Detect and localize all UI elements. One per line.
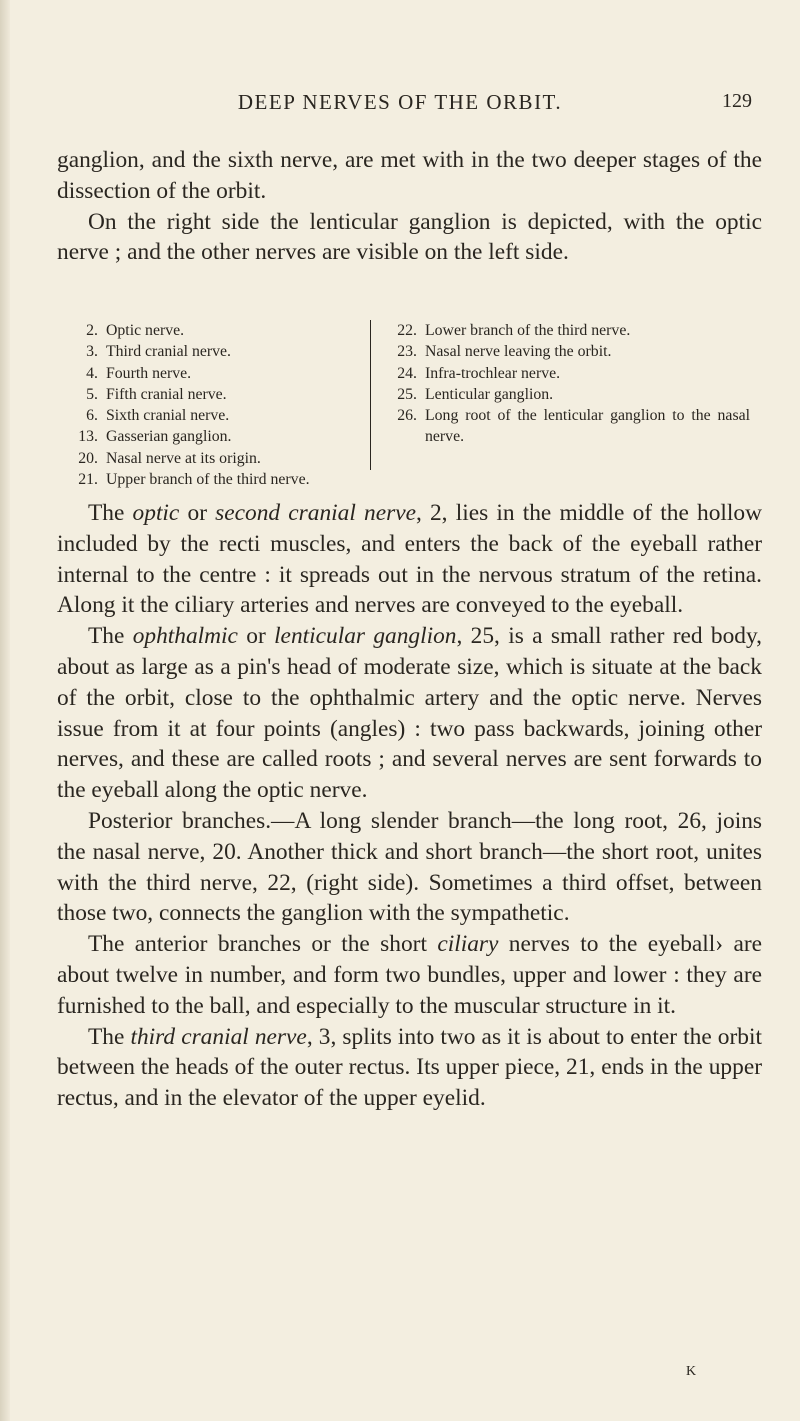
binding-edge <box>0 0 10 1421</box>
legend-item <box>389 320 750 341</box>
legend-item <box>70 384 360 405</box>
legend-number: 25. <box>397 385 417 403</box>
text-run: nerves to the eyeball› are about twelve in number, and form two bundles, upper and lower : they are furnished to the ball, and especially to the muscular structure in it. <box>57 931 762 1019</box>
paragraph-third-cranial-nerve <box>57 1022 762 1114</box>
italic-term: ciliary <box>437 931 499 958</box>
page-number: 129 <box>722 90 752 112</box>
legend-label: Nasal nerve at its origin. <box>106 449 261 467</box>
italic-term: third cranial nerve <box>130 1023 307 1050</box>
paragraph-anterior-branches <box>57 929 762 1021</box>
paragraph-ophthalmic-ganglion <box>57 621 762 806</box>
legend-number: 13. <box>78 428 98 446</box>
italic-term: lenticular ganglion <box>274 623 457 650</box>
figure-legend <box>70 320 750 489</box>
legend-item <box>70 469 360 490</box>
text-run: The <box>88 623 133 650</box>
legend-number: 21. <box>78 471 98 489</box>
signature-mark: K <box>686 1364 698 1379</box>
legend-item <box>70 363 360 384</box>
italic-term: ophthalmic <box>132 623 238 650</box>
text-run: The <box>88 1023 131 1050</box>
legend-label: Infra-trochlear nerve. <box>425 364 561 382</box>
legend-column-right <box>371 320 750 470</box>
legend-number: 24. <box>397 364 417 382</box>
intro-text <box>57 145 762 268</box>
text-run: , 25, is a small rather red body, about as large as a pin's head of moderate size, which is situate at the back of the orbit, close to the ophthalmic artery and the optic nerve. Nerves issue from it at four points (angles) : two pass backwards, joining other nerves, and these are called roots ; and several nerves are sent forwards to the eyeball along the optic nerve. <box>57 623 762 804</box>
text-run: or <box>237 623 275 650</box>
legend-item <box>389 384 750 405</box>
legend-number: 4. <box>86 364 98 382</box>
text-run: , 3, splits into two as it is about to enter the orbit between the heads of the outer rectus. Its upper piece, 21, ends in the upper rectus, and in the elevator of the upper eyelid. <box>57 1023 762 1112</box>
legend-label: Fifth cranial nerve. <box>106 385 227 403</box>
legend-number: 6. <box>86 407 98 425</box>
legend-item <box>389 341 750 362</box>
legend-label: Sixth cranial nerve. <box>106 407 230 425</box>
text-run: , 2, lies in the middle of the hollow included by the recti muscles, and enters the back of the eyeball rather internal to the centre : it spreads out in the nervous stratum of the retina. Along it the ciliary arteries and nerves are conveyed to the eyeball. <box>57 500 762 619</box>
legend-label: Upper branch of the third nerve. <box>106 471 310 489</box>
italic-term: second cranial nerve <box>215 500 416 526</box>
running-title: DEEP NERVES OF THE ORBIT. <box>237 90 563 114</box>
legend-label: Optic nerve. <box>106 322 185 339</box>
text-run: The anterior branches or the short <box>88 931 438 958</box>
legend-number: 26. <box>397 407 417 425</box>
legend-item <box>70 320 360 341</box>
text-run: The <box>88 500 133 526</box>
legend-column-left <box>70 320 371 489</box>
intro-paragraph-2: On the right side the lenticular ganglion is depicted, with the optic nerve ; and the other nerves are visible on the left side. <box>57 208 762 266</box>
legend-label: Long root of the lenticular ganglion to the nasal nerve. <box>425 407 750 446</box>
intro-paragraph-1: ganglion, and the sixth nerve, are met with in the two deeper stages of the dissection of the orbit. <box>57 147 762 204</box>
text-run: or <box>179 500 216 526</box>
legend-number: 20. <box>78 449 98 467</box>
legend-item <box>70 448 360 469</box>
legend-number: 5. <box>86 385 98 403</box>
legend-label: Third cranial nerve. <box>106 343 231 361</box>
legend-label: Lenticular ganglion. <box>425 385 554 403</box>
legend-number: 2. <box>86 322 98 339</box>
legend-item <box>70 426 360 447</box>
legend-item <box>70 405 360 426</box>
legend-item <box>389 363 750 384</box>
body-text <box>57 498 762 1114</box>
legend-label: Nasal nerve leaving the orbit. <box>425 343 612 361</box>
legend-number: 3. <box>86 343 98 361</box>
legend-label: Lower branch of the third nerve. <box>425 322 631 339</box>
legend-number: 22. <box>397 322 417 339</box>
paragraph-optic-nerve <box>57 498 762 621</box>
legend-label: Gasserian ganglion. <box>106 428 232 446</box>
paragraph-posterior-branches: Posterior branches.—A long slender branch—the long root, 26, joins the nasal nerve, 20. Another thick and short branch—the short root, unites with the third nerve, 22, (right side). Sometimes a third offset, between those two, connects the ganglion with the sympathetic. <box>57 807 762 927</box>
legend-label: Fourth nerve. <box>106 364 192 382</box>
italic-term: optic <box>132 500 180 526</box>
legend-item <box>389 405 750 448</box>
legend-item <box>70 341 360 362</box>
legend-number: 23. <box>397 343 417 361</box>
